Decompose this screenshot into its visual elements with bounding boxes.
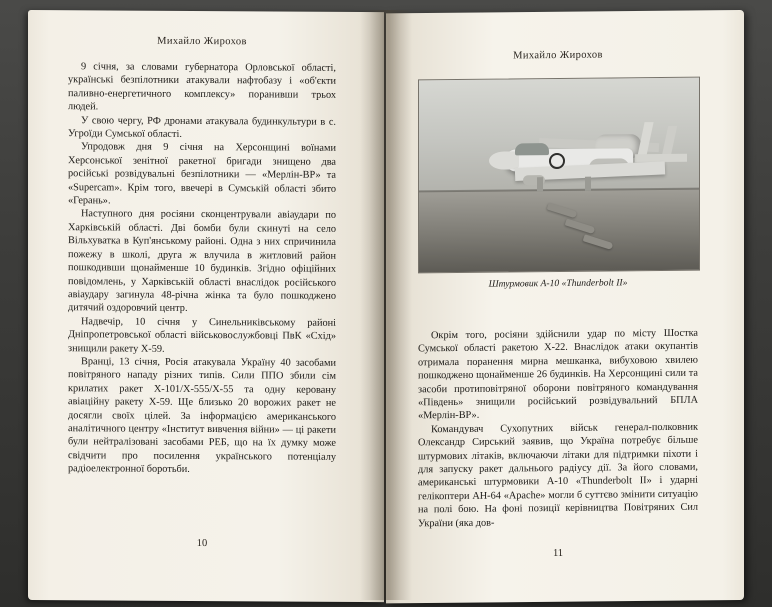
- paragraph: 9 січня, за словами губернатора Орловської області, українські безпілотники атакували нафтобазу і «об'єкти паливно-енергетичного комплексу» поранивши трьох людей.: [68, 61, 336, 113]
- running-head-right: Михайло Жирохов: [513, 49, 603, 62]
- paragraph: Упродовж дня 9 січня на Херсонщині воїнами Херсонської зенітної ракетної бригади знищено два російські розвідувальні безпілотники — «Мерлін-ВР» та «Supercam». Крім того, ввечері в Сумській області збито «Герань».: [68, 141, 336, 207]
- left-page-body: [68, 60, 336, 477]
- aircraft-landing-gear-front: [537, 177, 543, 191]
- page-number-left: 10: [196, 537, 208, 550]
- running-head-left: Михайло Жирохов: [157, 35, 247, 48]
- photo-caption: Штурмовик А-10 «Thunderbolt II»: [488, 277, 628, 290]
- open-book: [28, 10, 744, 600]
- paragraph: Окрім того, росіяни здійснили удар по місту Шостка Сумської області ракетою Х-22. Внаслідок атаки окупантів отримала поранення мирна мешканка, вибуховою хвилею пошкоджено щонайменше 26 будинків. На Херсонщині сили та засоби протиповітряної оборони повітряного командування «Південь» знищили російський розвідувальний БПЛА «Мерлін-ВР».: [418, 327, 698, 422]
- paragraph: Надвечір, 10 січня у Синельниківському районі Дніпропетровської області військовослужбовці ПвК «Схід» знищили ракету Х-59.: [68, 315, 336, 355]
- aircraft-canopy: [515, 143, 549, 155]
- right-page-body: [418, 327, 698, 531]
- page-number-right: 11: [552, 547, 564, 560]
- left-page-content: [68, 35, 336, 477]
- a10-thunderbolt-photo: [418, 77, 700, 274]
- aircraft-landing-gear-rear: [585, 177, 591, 191]
- paragraph: Наступного дня росіяни сконцентрували авіаудари по Харківській області. Дві бомби були скинуті на село Вільхуватка в Куп'янському районі. Одна з них спричинила пожежу в школі, друга ж влучила в житловий район пошкодивши щонайменше 10 будинків. Згідно офіційних повідомлень, у Харківській області внаслідок російського авіаудару загинула 48-річна жінка та було пошкоджено дитячий оздоровчий центр.: [68, 208, 336, 315]
- right-page-header: [418, 49, 698, 77]
- photo-figure: [418, 77, 698, 291]
- photo-ground: [419, 189, 699, 272]
- paragraph: Командувач Сухопутних військ генерал-полковник Олександр Сирський заявив, що Україна потребує більше штурмових літаків, включаючи літаки для підтримки піхоти і для запуску ракет дальнього радіусу дії. За його словами, американські штурмовики А-10 «Thunderbolt ІІ» і ударні гелікоптери АН-64 «Apache» могли б суттєво змінити ситуацію на полі бою. На фоні позиції керівництва Повітряних Сил України (яка дов-: [418, 421, 698, 530]
- paragraph: Вранці, 13 січня, Росія атакувала Україну 40 засобами повітряного нападу різних типів. Сили ППО збили сім крилатих ракет Х-101/Х-555/Х-55 та одну керовану авіаційну ракету Х-59. Ще близько 20 ворожих ракет не досягли своїх цілей. За інформацією американського аналітичного центру «Інститут вивчення війни» — ці ракети були нейтралізовані засобами РЕБ, що на їх думку може свідчити про посилення українського потенціалу радіоелектронної боротьби.: [68, 356, 336, 476]
- aircraft-roundel-icon: [549, 153, 565, 169]
- paragraph: У свою чергу, РФ дронами атакувала будинкультури в с. Угроїди Сумської області.: [68, 114, 336, 140]
